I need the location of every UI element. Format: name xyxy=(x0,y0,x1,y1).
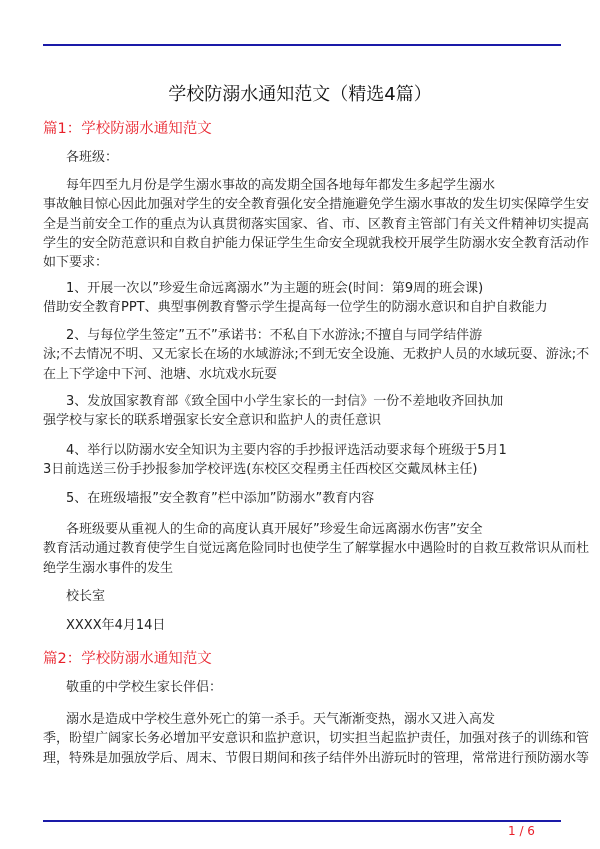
paragraph xyxy=(43,678,563,697)
text-line: 5、在班级墙报”安全教育”栏中添加”防溺水”教育内容 xyxy=(66,491,375,506)
paragraph xyxy=(43,616,563,635)
text-line: 溺水是造成中学校生意外死亡的第一杀手。天气渐渐变热，溺水又进入高发 xyxy=(66,712,496,727)
text-line: 学生的安全防范意识和自救自护能力保证学生生命安全现就我校开展学生防溺水安全教育活动作 xyxy=(43,235,590,251)
text-line: 强学校与家长的联系增强家长安全意识和监护人的责任意识 xyxy=(43,413,382,429)
text-line: 2、与每位学生签定”五不”承诺书：不私自下水游泳;不擅自与同学结伴游 xyxy=(66,328,483,343)
text-line: 在上下学途中下河、池塘、水坑戏水玩耍 xyxy=(43,366,278,382)
text-line: 教育活动通过教育使学生自觉远离危险同时也使学生了解掌握水中遇险时的自救互救常识从而杜 xyxy=(43,541,590,557)
text-line: 如下要求： xyxy=(43,255,109,271)
paragraph xyxy=(43,392,563,431)
section-heading-1: 篇1：学校防溺水通知范文 xyxy=(43,121,212,137)
paragraph xyxy=(43,520,590,578)
paragraph xyxy=(43,176,590,272)
text-line: 绝学生溺水事件的发生 xyxy=(43,560,174,576)
text-line: 4、举行以防溺水安全知识为主要内容的手抄报评选活动要求每个班级于5月1 xyxy=(66,443,507,458)
paragraph xyxy=(43,326,590,384)
text-line: 理，特殊是加强放学后、周末、节假日期间和孩子结伴外出游玩时的管理，常常进行预防溺水等 xyxy=(43,750,590,766)
footer-rule xyxy=(43,820,561,822)
text-line: 泳;不去情况不明、又无家长在场的水域游泳;不到无安全设施、无救护人员的水域玩耍、游泳;不 xyxy=(43,347,590,363)
text-line: 借助安全教育PPT、典型事例教育警示学生提高每一位学生的防溺水意识和自护自救能力 xyxy=(43,300,548,316)
text-line: 校长室 xyxy=(66,589,106,604)
text-line: XXXX年4月14日 xyxy=(66,618,166,633)
text-line: 每年四至九月份是学生溺水事故的高发期全国各地每年都发生多起学生溺水 xyxy=(66,178,496,193)
page-title: 学校防溺水通知范文（精选4篇） xyxy=(168,84,432,105)
text-line: 各班级要从重视人的生命的高度认真开展好”珍爱生命远离溺水伤害”安全 xyxy=(66,522,483,537)
text-line: 敬重的中学校生家长伴侣： xyxy=(66,680,223,695)
paragraph xyxy=(43,710,590,768)
paragraph xyxy=(43,587,563,606)
paragraph xyxy=(43,489,563,508)
text-line: 全是当前安全工作的重点为认真贯彻落实国家、省、市、区教育主管部门有关文件精神切实提高 xyxy=(43,216,590,232)
section-heading-2: 篇2：学校防溺水通知范文 xyxy=(43,651,212,667)
paragraph xyxy=(43,148,563,167)
text-line: 3、发放国家教育部《致全国中小学生家长的一封信》一份不差地收齐回执加 xyxy=(66,394,504,409)
text-line: 各班级： xyxy=(66,150,119,165)
text-line: 事故触目惊心因此加强对学生的安全教育强化安全措施避免学生溺水事故的发生切实保障学生安 xyxy=(43,197,590,213)
paragraph xyxy=(43,441,563,480)
text-line: 1、开展一次以”珍爱生命远离溺水”为主题的班会(时间：第9周的班会课) xyxy=(66,281,484,296)
paragraph xyxy=(43,279,563,318)
text-line: 季，盼望广阔家长务必增加平安意识和监护意识，切实担当起监护责任，加强对孩子的训练和管 xyxy=(43,731,590,747)
page-number: 1 / 6 xyxy=(508,824,535,838)
text-line: 3日前选送三份手抄报参加学校评选(东校区交程勇主任西校区交戴凤林主任) xyxy=(43,462,478,478)
header-rule xyxy=(43,44,561,46)
